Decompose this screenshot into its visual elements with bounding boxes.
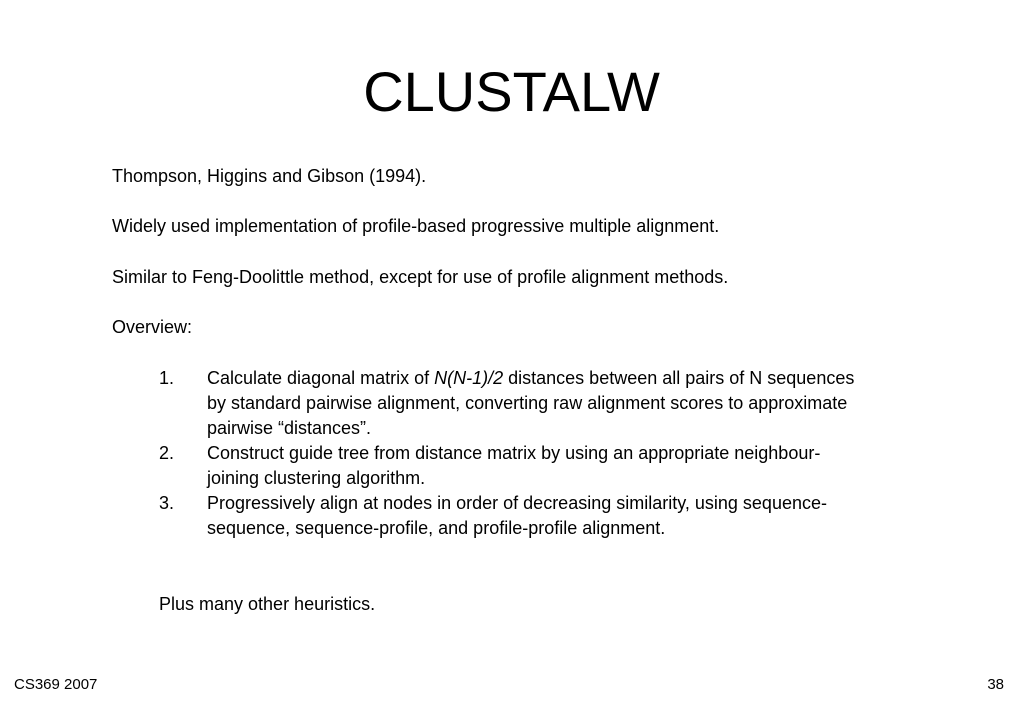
step-number-3: 3. [159,493,175,513]
step-item-3 [159,491,979,541]
step-1-text-before: Calculate diagonal matrix of [207,368,435,388]
steps-list [159,366,979,541]
footer-course: CS369 2007 [14,676,98,693]
step-2-line-1: Construct guide tree from distance matrix by using an appropriate neighbour- [207,443,821,463]
step-3-line-2: sequence, sequence-profile, and profile-profile alignment. [207,518,666,538]
footer-page-number: 38 [987,676,1004,693]
step-3-line-1: Progressively align at nodes in order of decreasing similarity, using sequence- [207,493,827,513]
step-item-2 [159,441,979,491]
step-number-1: 1. [159,368,175,388]
step-1-line-2: by standard pairwise alignment, converting raw alignment scores to approximate [207,393,848,413]
step-1-text-after: distances between all pairs of N sequences [503,368,855,388]
overview-heading: Overview: [112,317,193,337]
citation-text: Thompson, Higgins and Gibson (1994). [112,166,427,186]
slide-title: CLUSTALW [363,60,660,123]
formula-text: N(N-1)/2 [434,368,504,388]
step-1-line-1 [207,366,979,391]
similarity-text: Similar to Feng-Doolittle method, except for use of profile alignment methods. [112,267,729,287]
closing-text: Plus many other heuristics. [159,594,376,614]
usage-text: Widely used implementation of profile-based progressive multiple alignment. [112,216,720,236]
step-number-2: 2. [159,443,175,463]
step-1-line-3: pairwise “distances”. [207,418,372,438]
step-2-line-2: joining clustering algorithm. [207,468,426,488]
step-item-1 [159,366,979,441]
